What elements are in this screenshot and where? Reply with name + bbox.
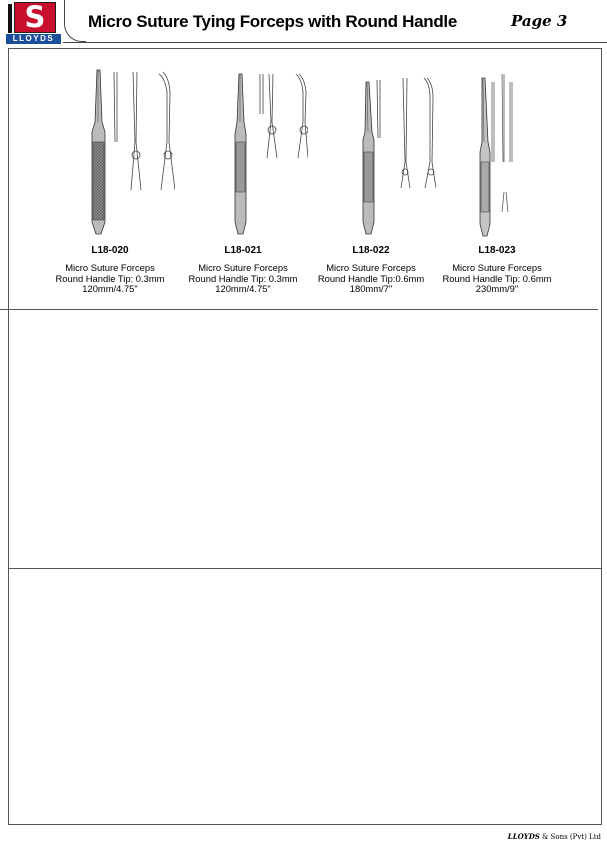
product-description [306,263,436,295]
product-line: 120mm/4.75" [215,283,271,294]
forceps-illustration [306,62,436,242]
footer-suffix: & Sons (Pvt) Ltd [539,833,601,841]
product-line: Round Handle Tip:0.6mm [317,272,425,284]
footer-brand: LLOYDS [507,832,540,841]
product-code: L18-023 [478,245,516,256]
logo-bar [8,4,12,33]
product-code: L18-022 [352,245,390,256]
product-line: Round Handle Tip: 0.3mm [188,272,298,284]
product-line: 120mm/4.75" [82,283,138,294]
product-line: Micro Suture Forceps [198,262,288,273]
product-code: L18-021 [224,245,262,256]
product-line: Micro Suture Forceps [326,262,416,273]
product-card [178,62,308,302]
section-divider [8,568,602,569]
product-card [432,62,562,302]
header-rule [63,42,607,43]
section-divider [0,309,598,310]
product-card [45,62,175,302]
logo-badge [14,2,56,33]
logo-wordmark: LLOYDS [6,34,61,44]
product-description [432,263,562,295]
product-code: L18-020 [91,245,129,256]
footer-company [508,832,601,841]
product-line: 180mm/7" [349,283,393,294]
product-line: 230mm/9" [475,283,519,294]
page-number: Page 3 [511,12,568,30]
forceps-illustration [432,62,562,242]
product-description [45,263,175,295]
page-title: Micro Suture Tying Forceps with Round Handle [88,12,458,31]
product-card [306,62,436,302]
logo-letter: S [24,0,46,34]
header-corner [64,0,86,42]
forceps-illustration [178,62,308,242]
product-line: Round Handle Tip: 0.3mm [55,272,165,284]
lloyds-logo [6,2,61,44]
product-line: Round Handle Tip: 0.6mm [442,272,552,284]
product-line: Micro Suture Forceps [452,262,542,273]
product-description [178,263,308,295]
product-line: Micro Suture Forceps [65,262,155,273]
forceps-illustration [45,62,175,242]
